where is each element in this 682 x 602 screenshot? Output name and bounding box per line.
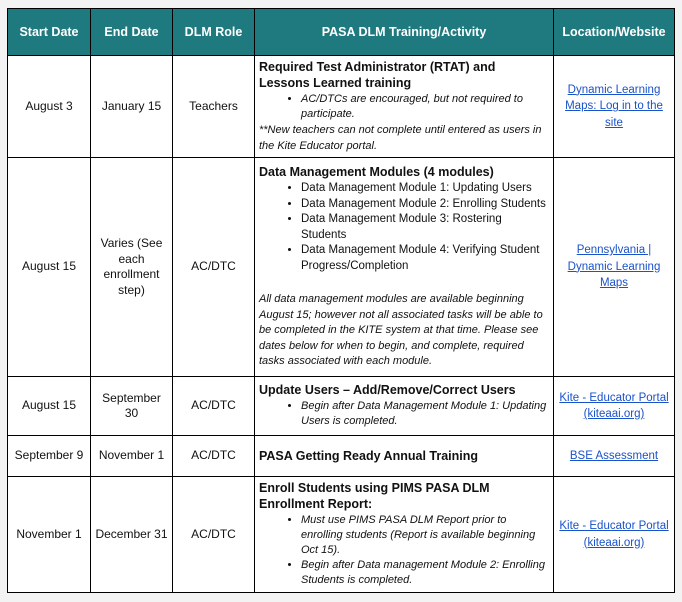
- activity-bullet: • Begin after Data management Module 2: Enrolling Students is completed.: [301, 558, 549, 588]
- role-cell: AC/DTC: [173, 477, 255, 593]
- activity-note: **New teachers can not complete until entered as users in the Kite Educator portal.: [259, 124, 542, 152]
- role-cell: AC/DTC: [173, 158, 255, 377]
- activity-note: All data management modules are available beginning August 15; however not all associated tasks will be able to be completed in the KITE system at that time. Please see dates below for when to begin, and complete, required tasks associated with each module.: [259, 293, 543, 368]
- activity-bullet: • Data Management Module 2: Enrolling Students: [301, 197, 549, 213]
- location-link[interactable]: BSE Assessment: [569, 449, 659, 462]
- location-cell: [554, 158, 675, 377]
- activity-cell: [255, 377, 554, 436]
- activity-bullets: [259, 513, 549, 588]
- activity-bullet: • Data Management Module 3: Rostering Students: [301, 212, 549, 243]
- end-date-cell: November 1: [91, 436, 173, 477]
- activity-cell: [255, 158, 554, 377]
- end-date-cell: January 15: [91, 56, 173, 158]
- activity-title: Enroll Students using PIMS PASA DLM Enrollment Report:: [259, 481, 490, 511]
- header-location: Location/Website: [554, 9, 675, 56]
- activity-bullet: • Data Management Module 4: Verifying Student Progress/Completion: [301, 243, 549, 274]
- activity-bullet: • Data Management Module 1: Updating Users: [301, 181, 549, 197]
- activity-cell: [255, 436, 554, 477]
- start-date-cell: August 3: [8, 56, 91, 158]
- activity-bullet: • Must use PIMS PASA DLM Report prior to enrolling students (Report is available beginning Oct 15).: [301, 513, 549, 558]
- end-date-cell: Varies (See each enrollment step): [91, 158, 173, 377]
- end-date-cell: September 30: [91, 377, 173, 436]
- activity-title: Update Users – Add/Remove/Correct Users: [259, 383, 516, 397]
- start-date-cell: November 1: [8, 477, 91, 593]
- schedule-table: [7, 8, 675, 593]
- table-row: [8, 56, 675, 158]
- location-cell: [554, 56, 675, 158]
- header-start-date: Start Date: [8, 9, 91, 56]
- header-end-date: End Date: [91, 9, 173, 56]
- activity-bullet: • AC/DTCs are encouraged, but not required to participate.: [301, 92, 549, 122]
- location-cell: [554, 377, 675, 436]
- location-cell: [554, 436, 675, 477]
- start-date-cell: August 15: [8, 158, 91, 377]
- end-date-cell: December 31: [91, 477, 173, 593]
- location-link[interactable]: Kite - Educator Portal (kiteaai.org): [559, 520, 669, 549]
- table-row: [8, 377, 675, 436]
- activity-bullets: [259, 92, 549, 122]
- location-link[interactable]: Pennsylvania | Dynamic Learning Maps: [567, 244, 661, 290]
- activity-title: Data Management Modules (4 modules): [259, 165, 494, 180]
- activity-bullet: • Begin after Data Management Module 1: Updating Users is completed.: [301, 399, 549, 429]
- location-cell: [554, 477, 675, 593]
- header-dlm-role: DLM Role: [173, 9, 255, 56]
- role-cell: AC/DTC: [173, 436, 255, 477]
- location-link[interactable]: Dynamic Learning Maps: Log in to the site: [565, 83, 663, 129]
- activity-title: PASA Getting Ready Annual Training: [259, 449, 479, 463]
- header-activity: PASA DLM Training/Activity: [255, 9, 554, 56]
- activity-cell: [255, 56, 554, 158]
- location-link[interactable]: Kite - Educator Portal (kiteaai.org): [559, 391, 669, 420]
- activity-bullets: [259, 181, 549, 274]
- start-date-cell: August 15: [8, 377, 91, 436]
- activity-bullets: [259, 399, 549, 429]
- table-row: [8, 158, 675, 377]
- table-row: [8, 436, 675, 477]
- start-date-cell: September 9: [8, 436, 91, 477]
- role-cell: Teachers: [173, 56, 255, 158]
- schedule-table-container: [7, 8, 674, 593]
- table-row: [8, 477, 675, 593]
- activity-cell: [255, 477, 554, 593]
- role-cell: AC/DTC: [173, 377, 255, 436]
- header-row: [8, 9, 675, 56]
- activity-title: Required Test Administrator (RTAT) and Lessons Learned training: [259, 60, 496, 90]
